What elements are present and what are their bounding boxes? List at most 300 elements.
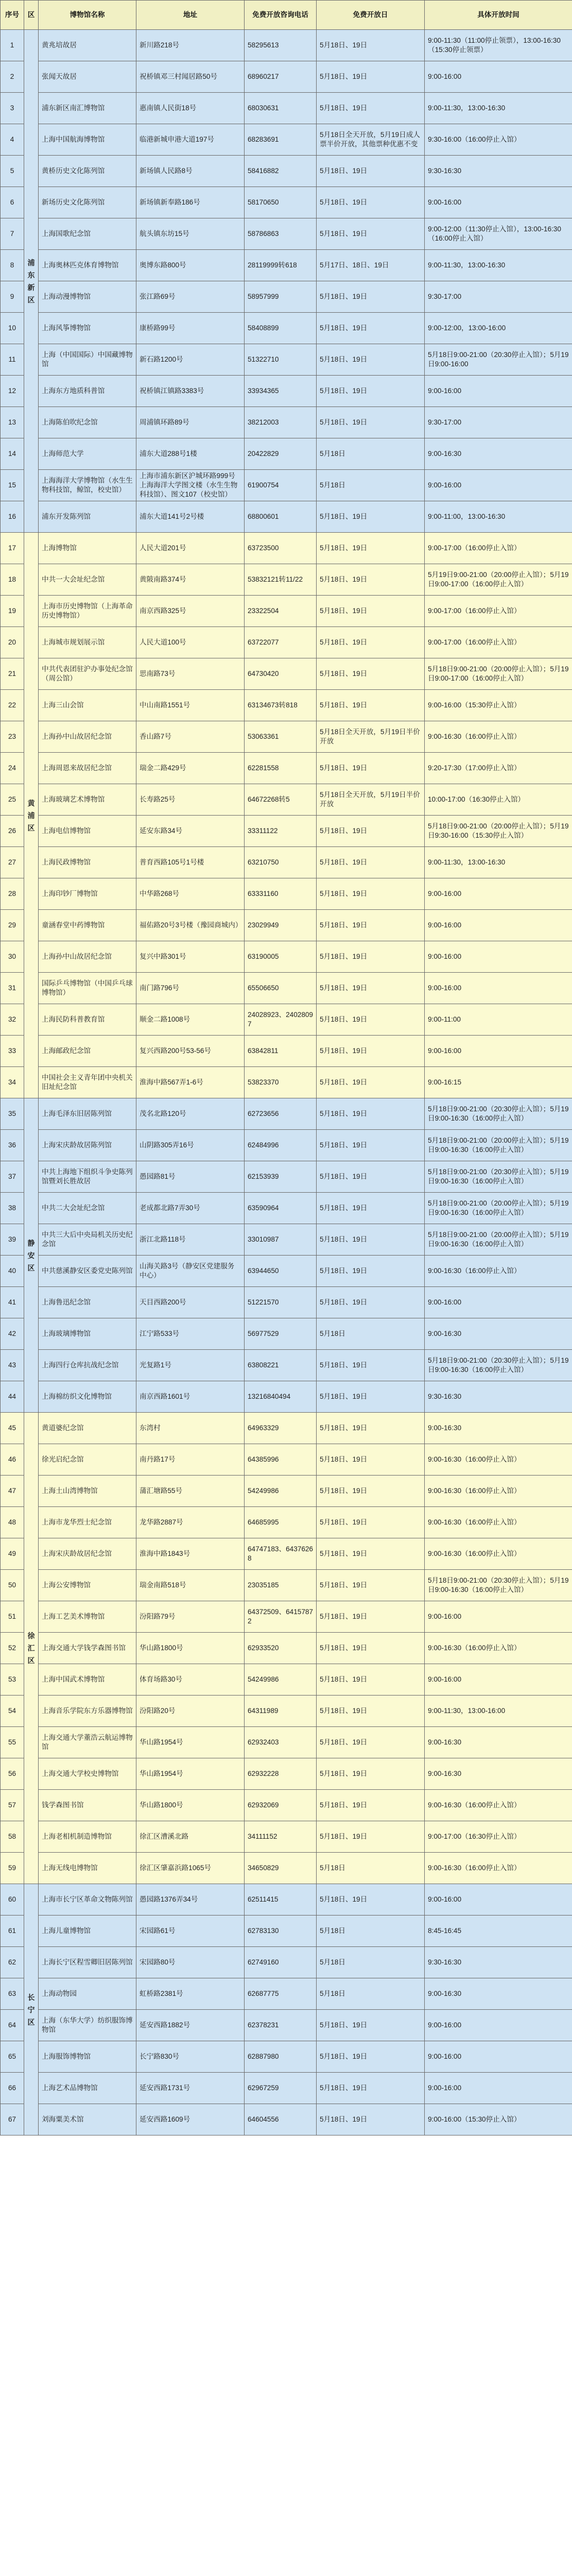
museum-address: 浦东大道141号2号楼 [136,501,245,533]
table-row [1,1098,572,1130]
museum-address: 祝桥镇江镇路3383号 [136,376,245,407]
table-row [1,1978,572,2010]
museum-name: 上海宋庆龄故居陈列馆 [39,1130,136,1161]
open-time: 9:00-16:00 [425,1287,572,1318]
museum-name: 上海艺术品博物馆 [39,2073,136,2104]
museum-name: 上海（东华大学）纺织服饰博物馆 [39,2010,136,2041]
museum-name: 上海鲁迅纪念馆 [39,1287,136,1318]
header-phone: 免费开放咨询电话 [245,1,317,30]
row-no: 39 [1,1224,24,1256]
museum-phone: 65506650 [245,973,317,1004]
museum-phone: 62153939 [245,1161,317,1193]
row-no: 36 [1,1130,24,1161]
open-time: 9:00-16:00 [425,61,572,93]
museum-address: 蒲汇塘路55号 [136,1476,245,1507]
row-no: 11 [1,344,24,376]
table-row [1,438,572,470]
museum-name: 上海工艺美术博物馆 [39,1601,136,1633]
row-no: 12 [1,376,24,407]
table-row [1,941,572,973]
free-open-day: 5月18日、19日 [317,1161,425,1193]
row-no: 54 [1,1696,24,1727]
free-open-day: 5月18日、19日 [317,533,425,564]
free-open-day: 5月18日、19日 [317,156,425,187]
row-no: 17 [1,533,24,564]
district-cell: 静安区 [24,1098,39,1413]
museum-address: 康桥路99号 [136,313,245,344]
table-row [1,407,572,438]
open-time: 9:00-16:30（16:00停止入馆） [425,1790,572,1821]
free-open-day: 5月18日、19日 [317,407,425,438]
table-row [1,2073,572,2104]
table-row [1,1413,572,1444]
free-open-day: 5月18日、19日 [317,1350,425,1381]
open-time: 5月18日9:00-21:00（20:00停止入馆）；5月19日9:00-16:30（16:00停止入馆） [425,1193,572,1224]
museum-phone: 63331160 [245,878,317,910]
museum-address: 临港新城申港大道197号 [136,124,245,156]
table-row [1,721,572,753]
museum-name: 上海国歌纪念馆 [39,218,136,250]
museum-name: 中共上海地下组织斗争史陈列馆暨刘长胜故居 [39,1161,136,1193]
museum-address: 浙江北路118号 [136,1224,245,1256]
table-row [1,1916,572,1947]
row-no: 33 [1,1036,24,1067]
museum-name: 张闻天故居 [39,61,136,93]
open-time: 9:00-16:30 [425,1978,572,2010]
table-row [1,1224,572,1256]
museum-phone: 64685995 [245,1507,317,1538]
free-open-day: 5月18日、19日 [317,1538,425,1570]
free-open-day: 5月18日、19日 [317,1036,425,1067]
museum-phone: 58170650 [245,187,317,218]
table-row [1,1538,572,1570]
museum-phone: 34650829 [245,1853,317,1884]
museum-address: 华山路1800号 [136,1633,245,1664]
open-time: 5月18日9:00-21:00（20:30停止入馆）；5月19日9:00-16:00 [425,344,572,376]
museum-name: 中共一大会址纪念馆 [39,564,136,596]
free-open-day: 5月18日、19日 [317,1790,425,1821]
museum-address: 龙华路2887号 [136,1507,245,1538]
museum-phone: 64963329 [245,1413,317,1444]
museum-name: 中共二大会址纪念馆 [39,1193,136,1224]
row-no: 15 [1,470,24,501]
table-row [1,1193,572,1224]
row-no: 48 [1,1507,24,1538]
row-no: 30 [1,941,24,973]
museum-address: 奥博东路800号 [136,250,245,281]
museum-name: 上海服饰博物馆 [39,2041,136,2073]
museum-name: 上海四行仓库抗战纪念馆 [39,1350,136,1381]
museum-name: 上海市长宁区革命文物陈列馆 [39,1884,136,1916]
table-row [1,30,572,61]
table-row [1,753,572,784]
row-no: 28 [1,878,24,910]
free-open-day: 5月18日、19日 [317,627,425,658]
open-time: 9:00-16:30（16:00停止入馆） [425,1538,572,1570]
table-row [1,1947,572,1978]
free-open-day: 5月18日、19日 [317,1476,425,1507]
row-no: 43 [1,1350,24,1381]
table-row [1,533,572,564]
free-open-day: 5月18日、19日 [317,753,425,784]
museum-phone: 58786863 [245,218,317,250]
open-time: 9:00-17:00（16:00停止入馆） [425,627,572,658]
row-no: 45 [1,1413,24,1444]
row-no: 35 [1,1098,24,1130]
free-open-day: 5月18日、19日 [317,281,425,313]
museum-phone: 51322710 [245,344,317,376]
row-no: 22 [1,690,24,721]
row-no: 4 [1,124,24,156]
museum-address: 愚园路1376弄34号 [136,1884,245,1916]
museum-phone: 68960217 [245,61,317,93]
museum-phone: 68800601 [245,501,317,533]
open-time: 9:00-16:00 [425,2010,572,2041]
open-time: 9:00-16:00 [425,376,572,407]
museum-address: 新石路1200号 [136,344,245,376]
museum-address: 徐汇区肇嘉浜路1065号 [136,1853,245,1884]
free-open-day: 5月18日、19日 [317,690,425,721]
free-open-day: 5月18日、19日 [317,564,425,596]
free-open-day: 5月18日、19日 [317,847,425,878]
museum-address: 顺金二路1008号 [136,1004,245,1036]
museum-name: 上海交通大学董浩云航运博物馆 [39,1727,136,1758]
free-open-day: 5月18日 [317,1947,425,1978]
museum-name: 上海棉纺织文化博物馆 [39,1381,136,1413]
row-no: 26 [1,816,24,847]
museum-address: 长寿路25号 [136,784,245,816]
museum-address: 复兴中路301号 [136,941,245,973]
free-open-day: 5月18日 [317,470,425,501]
row-no: 9 [1,281,24,313]
row-no: 52 [1,1633,24,1664]
museum-address: 延安东路34号 [136,816,245,847]
open-time: 5月18日9:00-21:00（20:30停止入馆）；5月19日9:00-16:30（16:00停止入馆） [425,1350,572,1381]
free-open-day: 5月18日、19日 [317,1758,425,1790]
museum-phone: 62281558 [245,753,317,784]
table-row [1,218,572,250]
free-open-day: 5月18日、19日 [317,2041,425,2073]
museum-phone: 23029949 [245,910,317,941]
museum-name: 上海市龙华烈士纪念馆 [39,1507,136,1538]
open-time: 9:00-16:30（16:00停止入馆） [425,1853,572,1884]
free-open-day: 5月18日、19日 [317,1444,425,1476]
row-no: 64 [1,2010,24,2041]
table-row [1,281,572,313]
museum-name: 上海风筝博物馆 [39,313,136,344]
museum-phone: 23322504 [245,596,317,627]
museum-address: 南丹路17号 [136,1444,245,1476]
museum-phone: 62511415 [245,1884,317,1916]
table-row [1,1758,572,1790]
row-no: 40 [1,1256,24,1287]
museum-name: 上海玻璃艺术博物馆 [39,784,136,816]
free-open-day: 5月18日 [317,1978,425,2010]
free-open-day: 5月18日 [317,1318,425,1350]
museum-name: 钱学森图书馆 [39,1790,136,1821]
museum-name: 上海印钞厂博物馆 [39,878,136,910]
museum-name: 童涵春堂中药博物馆 [39,910,136,941]
open-time: 9:00-11:30，13:00-16:00 [425,1696,572,1727]
museum-name: 上海公安博物馆 [39,1570,136,1601]
museum-phone: 62887980 [245,2041,317,2073]
table-row [1,501,572,533]
museum-phone: 33311122 [245,816,317,847]
open-time: 9:20-17:30（17:00停止入馆） [425,753,572,784]
museum-phone: 62749160 [245,1947,317,1978]
table-row [1,1821,572,1853]
museum-address: 愚园路81号 [136,1161,245,1193]
museum-phone: 38212003 [245,407,317,438]
museum-name: 上海长宁区程雪卿旧居陈列馆 [39,1947,136,1978]
museum-phone: 20422829 [245,438,317,470]
museum-address: 南京西路1601号 [136,1381,245,1413]
open-time: 9:00-11:00，13:00-16:30 [425,501,572,533]
free-open-day: 5月18日全天开放，5月19日成人票半价开放，其他票种优惠不变 [317,124,425,156]
row-no: 63 [1,1978,24,2010]
free-open-day: 5月18日、19日 [317,1224,425,1256]
open-time: 9:00-16:00 [425,187,572,218]
table-row [1,61,572,93]
row-no: 25 [1,784,24,816]
museum-name: 上海海洋大学博物馆（水生生物科技馆，鲸馆，校史馆） [39,470,136,501]
open-time: 5月19日9:00-21:00（20:00停止入馆）；5月19日9:00-17:00（16:00停止入馆） [425,564,572,596]
free-open-day: 5月18日、19日 [317,313,425,344]
museum-phone: 63590964 [245,1193,317,1224]
museum-address: 黄陂南路374号 [136,564,245,596]
museum-address: 上海市浦东新区沪城环路999号上海海洋大学图文楼（水生生物科技馆）、图文107（校史馆） [136,470,245,501]
free-open-day: 5月18日、19日 [317,1570,425,1601]
museum-phone: 62932403 [245,1727,317,1758]
open-time: 9:00-11:30（11:00停止领票），13:00-16:30（15:30停止领票） [425,30,572,61]
museum-phone: 54249986 [245,1476,317,1507]
museum-address: 新场镇新奉路186号 [136,187,245,218]
museum-address: 张江路69号 [136,281,245,313]
museum-address: 周浦镇环路89号 [136,407,245,438]
open-time: 9:00-17:00（16:00停止入馆） [425,533,572,564]
open-time: 9:30-17:00 [425,407,572,438]
museum-address: 延安西路1731号 [136,2073,245,2104]
museum-name: 浦东新区南汇博物馆 [39,93,136,124]
museum-address: 山阴路305弄16号 [136,1130,245,1161]
row-no: 62 [1,1947,24,1978]
free-open-day: 5月18日、19日 [317,1256,425,1287]
museum-address: 华山路1954号 [136,1727,245,1758]
museum-address: 中山南路1551号 [136,690,245,721]
free-open-day: 5月18日、19日 [317,1193,425,1224]
table-row [1,816,572,847]
open-time: 9:00-16:30（16:00停止入馆） [425,1507,572,1538]
row-no: 19 [1,596,24,627]
museum-phone: 62967259 [245,2073,317,2104]
free-open-day: 5月18日、19日 [317,910,425,941]
table-row [1,156,572,187]
row-no: 13 [1,407,24,438]
open-time: 9:00-16:30 [425,1727,572,1758]
museum-phone: 64604556 [245,2104,317,2136]
museum-address: 普育西路105号1号楼 [136,847,245,878]
row-no: 16 [1,501,24,533]
museum-address: 山海关路3号（静安区党建服务中心） [136,1256,245,1287]
open-time: 9:00-16:00 [425,1036,572,1067]
table-row [1,1727,572,1758]
free-open-day: 5月18日 [317,1916,425,1947]
open-time: 9:00-16:00 [425,1884,572,1916]
open-time: 9:00-12:00，13:00-16:00 [425,313,572,344]
museum-name: 黄道婆纪念馆 [39,1413,136,1444]
table-row [1,187,572,218]
row-no: 23 [1,721,24,753]
table-row [1,124,572,156]
museum-phone: 68030631 [245,93,317,124]
museum-name: 上海宋庆龄故居纪念馆 [39,1538,136,1570]
row-no: 47 [1,1476,24,1507]
table-row [1,1853,572,1884]
open-time: 9:00-16:15 [425,1067,572,1098]
open-time: 9:00-12:00（11:30停止入馆），13:00-16:30（16:00停止入馆） [425,218,572,250]
museum-phone: 62484996 [245,1130,317,1161]
open-time: 9:00-16:00 [425,1664,572,1696]
museum-address: 浦东大道288号1楼 [136,438,245,470]
museum-name: 上海孙中山故居纪念馆 [39,721,136,753]
museum-address: 祝桥镇邓三村闻居路50号 [136,61,245,93]
row-no: 60 [1,1884,24,1916]
free-open-day: 5月18日全天开放，5月19日半价开放 [317,721,425,753]
museum-address: 南京西路325号 [136,596,245,627]
table-row [1,1256,572,1287]
table-row [1,1664,572,1696]
museum-name: 浦东开发陈列馆 [39,501,136,533]
table-row [1,376,572,407]
row-no: 7 [1,218,24,250]
museum-address: 老成都北路7弄30号 [136,1193,245,1224]
row-no: 29 [1,910,24,941]
museum-address: 淮海中路567弄1-6号 [136,1067,245,1098]
open-time: 5月18日9:00-21:00（20:00停止入馆）；5月19日9:00-16:30（16:00停止入馆） [425,1130,572,1161]
museum-phone: 63190005 [245,941,317,973]
museum-name: 上海中国航海博物馆 [39,124,136,156]
museum-phone: 58957999 [245,281,317,313]
museum-name: 上海音乐学院东方乐器博物馆 [39,1696,136,1727]
museum-address: 华山路1800号 [136,1790,245,1821]
museum-name: 上海民防科普教育馆 [39,1004,136,1036]
museum-name: 徐光启纪念馆 [39,1444,136,1476]
table-row [1,658,572,690]
museum-name: 上海动物园 [39,1978,136,2010]
row-no: 31 [1,973,24,1004]
header-free-day: 免费开放日 [317,1,425,30]
museum-phone: 13216840494 [245,1381,317,1413]
table-header [1,1,572,30]
table-row [1,1381,572,1413]
row-no: 24 [1,753,24,784]
row-no: 55 [1,1727,24,1758]
museum-phone: 63134673转818 [245,690,317,721]
museum-address: 体育场路30号 [136,1664,245,1696]
row-no: 8 [1,250,24,281]
museum-phone: 63210750 [245,847,317,878]
table-row [1,564,572,596]
row-no: 66 [1,2073,24,2104]
row-no: 37 [1,1161,24,1193]
row-no: 14 [1,438,24,470]
museum-address: 天目西路200号 [136,1287,245,1318]
open-time: 9:00-16:00 [425,878,572,910]
museum-name: 上海陈伯吹纪念馆 [39,407,136,438]
open-time: 5月18日9:00-21:00（20:00停止入馆）；5月19日9:00-17:00（16:00停止入馆） [425,658,572,690]
free-open-day: 5月18日、19日 [317,218,425,250]
open-time: 9:00-16:30 [425,1758,572,1790]
open-time: 5月18日9:00-21:00（20:30停止入馆）；5月19日9:00-16:30（16:00停止入馆） [425,1098,572,1130]
museum-address: 淮海中路1843号 [136,1538,245,1570]
museum-address: 长宁路830号 [136,2041,245,2073]
table-row [1,1570,572,1601]
free-open-day: 5月18日 [317,1853,425,1884]
museum-phone: 53823370 [245,1067,317,1098]
museum-name: 上海儿童博物馆 [39,1916,136,1947]
open-time: 9:00-11:00 [425,1004,572,1036]
museum-phone: 58408899 [245,313,317,344]
free-open-day: 5月18日、19日 [317,973,425,1004]
museum-phone: 58295613 [245,30,317,61]
museum-name: 中国社会主义青年团中央机关旧址纪念馆 [39,1067,136,1098]
museum-address: 延安西路1882号 [136,2010,245,2041]
museum-address: 虹桥路2381号 [136,1978,245,2010]
museum-name: 上海城市规划展示馆 [39,627,136,658]
museum-name: 上海师范大学 [39,438,136,470]
museum-phone: 61900754 [245,470,317,501]
header-open-time: 具体开放时间 [425,1,572,30]
museum-phone: 58416882 [245,156,317,187]
table-row [1,2104,572,2136]
museum-address: 汾阳路20号 [136,1696,245,1727]
free-open-day: 5月18日、19日 [317,1067,425,1098]
museum-phone: 34111152 [245,1821,317,1853]
museum-address: 汾阳路79号 [136,1601,245,1633]
museum-name: 刘海粟美术馆 [39,2104,136,2136]
table-row [1,1004,572,1036]
museum-phone: 64730420 [245,658,317,690]
row-no: 5 [1,156,24,187]
open-time: 9:00-11:30，13:00-16:30 [425,847,572,878]
free-open-day: 5月18日、19日 [317,1413,425,1444]
museum-name: 上海（中国国际）中国藏博物馆 [39,344,136,376]
row-no: 20 [1,627,24,658]
museum-name: 上海老相机制造博物馆 [39,1821,136,1853]
open-time: 9:00-16:30 [425,1413,572,1444]
museum-phone: 23035185 [245,1570,317,1601]
row-no: 50 [1,1570,24,1601]
museum-phone: 54249986 [245,1664,317,1696]
table-row [1,784,572,816]
open-time: 9:00-16:00（15:30停止入馆） [425,690,572,721]
museum-address: 香山路7号 [136,721,245,753]
row-no: 21 [1,658,24,690]
row-no: 3 [1,93,24,124]
open-time: 9:00-16:00 [425,1601,572,1633]
row-no: 34 [1,1067,24,1098]
open-time: 9:00-16:30（16:00停止入馆） [425,1444,572,1476]
header-district: 区 [24,1,39,30]
table-row [1,1161,572,1193]
museum-phone: 63722077 [245,627,317,658]
table-body [1,30,572,2136]
museum-name: 上海毛泽东旧居陈列馆 [39,1098,136,1130]
open-time: 9:00-16:00 [425,973,572,1004]
open-time: 5月18日9:00-21:00（20:00停止入馆）；5月19日9:00-16:30（16:00停止入馆） [425,1224,572,1256]
table-row [1,1130,572,1161]
free-open-day: 5月18日 [317,438,425,470]
